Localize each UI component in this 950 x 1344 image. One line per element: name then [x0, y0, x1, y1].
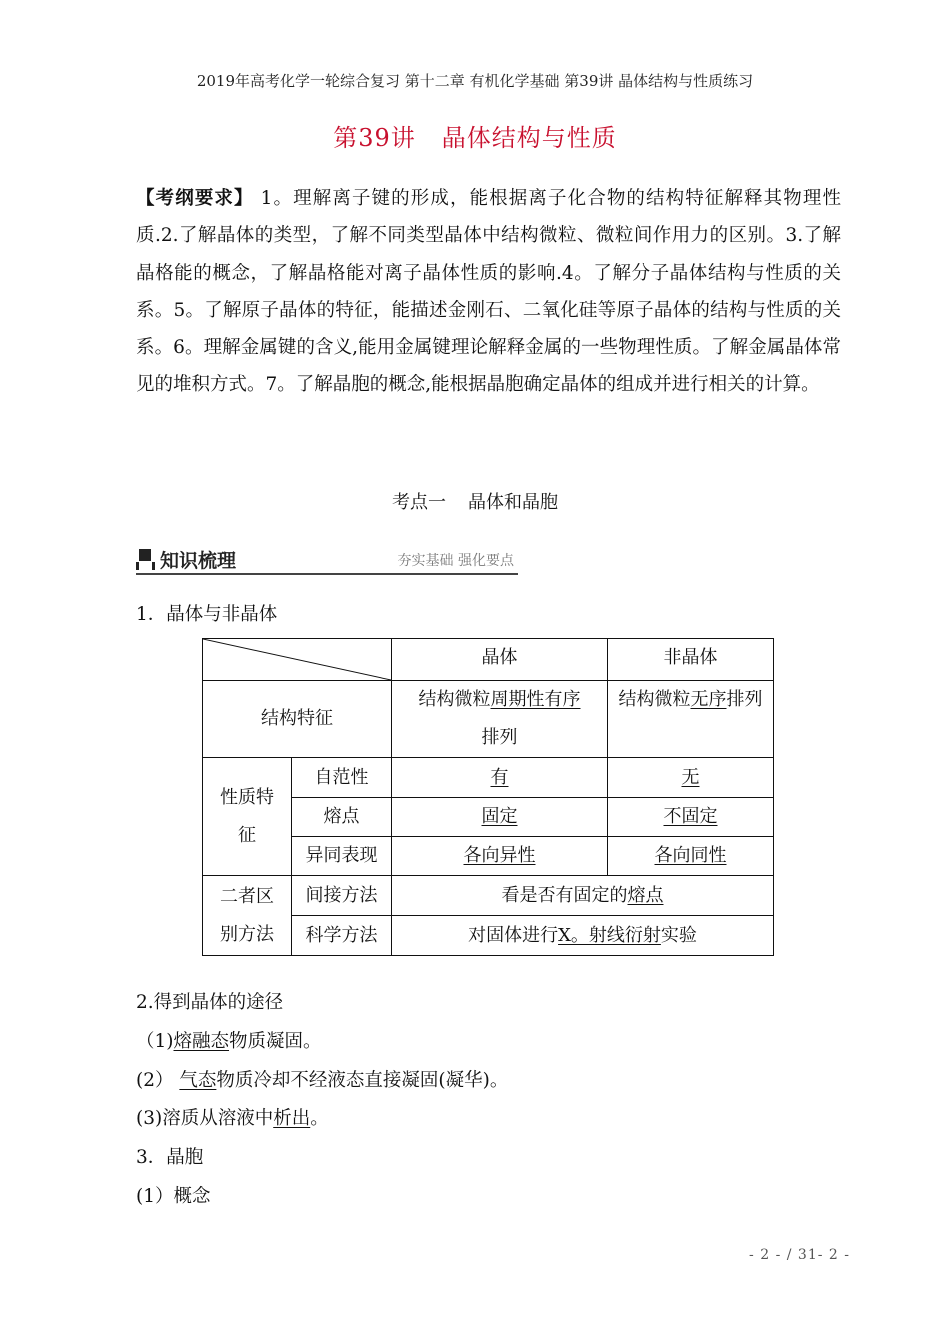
item-prefix: (2）	[136, 1070, 180, 1091]
requirements-text: 1。理解离子键的形成，能根据离子化合物的结构特征解释其物理性质.2.了解晶体的类型，了解不同类型晶体中结构微粒、微粒间作用力的区别。3.了解晶格能的概念，了解晶格能对离子晶体性质的影响.4。了解分子晶体结构与性质的关系。5。了解原子晶体的特征，能描述金刚石、二氧化硅等原子晶体的结构与性质的关系。6。理解金属键的含义,能用金属键理论解释金属的一些物理性质。了解金属晶体常见的堆积方式。7。了解晶胞的概念,能根据晶胞确定晶体的组成并进行相关的计算。	[136, 188, 841, 396]
lecture-title	[0, 118, 950, 153]
item-text: 物质冷却不经液态直接凝固(凝华)。	[216, 1070, 509, 1091]
section-label: 考点一	[392, 492, 446, 513]
section-title	[0, 488, 950, 514]
label-anisotropy: 异同表现	[292, 837, 392, 876]
structure-crystal	[392, 681, 608, 758]
structure-amorphous	[608, 681, 774, 758]
cell-text: 性质特征	[220, 786, 274, 846]
header-amorphous: 非晶体	[608, 639, 774, 681]
knowledge-bar-title: 知识梳理	[160, 550, 237, 572]
exam-requirements	[136, 180, 841, 404]
diagonal-line	[203, 639, 391, 680]
heading-crystal-vs-amorphous: 1．晶体与非晶体	[136, 604, 278, 625]
melting-amorphous	[608, 798, 774, 837]
document-header: 2019年高考化学一轮综合复习 第十二章 有机化学基础 第39讲 晶体结构与性质练习	[196, 72, 754, 90]
header-crystal: 晶体	[392, 639, 608, 681]
heading-crystal-routes: 2.得到晶体的途径	[136, 992, 284, 1013]
diagonal-header-cell	[203, 639, 392, 681]
row-label-distinguish	[203, 876, 292, 956]
knowledge-bar-subtitle: 夯实基础 强化要点	[397, 553, 514, 569]
underlined-answer: 气态	[179, 1070, 217, 1091]
scientific-method	[392, 916, 774, 956]
page-number: - 2 - / 31- 2 -	[749, 1247, 850, 1263]
underlined-answer: 周期性有序	[490, 689, 581, 710]
underlined-answer: 析出	[273, 1108, 311, 1129]
underlined-answer: 各向同性	[654, 845, 727, 866]
cell-text: 结构微粒	[418, 689, 491, 710]
cell-text: 结构微粒	[618, 689, 691, 710]
cell-text: 排列	[726, 689, 763, 710]
underlined-answer: X。射线衍射	[558, 924, 661, 946]
underlined-answer: 有	[490, 766, 509, 788]
item-prefix: （1)	[136, 1031, 174, 1052]
item-text: 。	[310, 1108, 329, 1129]
knowledge-bar	[136, 546, 518, 576]
block-icon	[139, 549, 151, 561]
underlined-answer: 熔融态	[173, 1031, 230, 1052]
cell-text: 对固体进行	[468, 924, 559, 946]
underlined-answer: 各向异性	[463, 845, 536, 866]
underlined-answer: 固定	[481, 806, 518, 827]
underlined-answer: 不固定	[663, 806, 718, 827]
route-item	[136, 1027, 322, 1053]
cell-text: 二者区别方法	[220, 885, 274, 945]
anisotropy-crystal	[392, 837, 608, 876]
anisotropy-amorphous	[608, 837, 774, 876]
requirements-tag: 【考纲要求】	[136, 188, 254, 209]
item-prefix: (3)溶质从溶液中	[136, 1108, 274, 1129]
comparison-table	[202, 638, 774, 956]
cell-text: 实验	[660, 924, 697, 946]
label-melting-point: 熔点	[292, 798, 392, 837]
row-label-structure: 结构特征	[203, 681, 392, 758]
underlined-answer: 熔点	[627, 884, 664, 906]
row-label-properties	[203, 758, 292, 876]
cell-text: 看是否有固定的	[501, 884, 628, 906]
self-shape-crystal	[392, 758, 608, 798]
underlined-answer: 无序	[690, 689, 727, 710]
divider	[136, 573, 518, 575]
label-scientific-method: 科学方法	[292, 916, 392, 956]
melting-crystal	[392, 798, 608, 837]
heading-unit-cell: 3．晶胞	[136, 1147, 204, 1168]
underlined-answer: 无	[681, 766, 700, 788]
block-icon-part	[152, 562, 155, 570]
subheading-concept: (1）概念	[136, 1186, 211, 1207]
route-item	[136, 1104, 329, 1130]
route-item	[136, 1066, 508, 1092]
block-icon-part	[136, 562, 139, 570]
label-indirect-method: 间接方法	[292, 876, 392, 916]
indirect-method	[392, 876, 774, 916]
self-shape-amorphous	[608, 758, 774, 798]
lecture-topic: 晶体结构与性质	[441, 124, 617, 152]
item-text: 物质凝固。	[229, 1031, 322, 1052]
section-name: 晶体和晶胞	[468, 492, 558, 513]
lecture-number: 第39讲	[333, 124, 416, 152]
cell-text: 排列	[481, 727, 518, 748]
label-self-shape: 自范性	[292, 758, 392, 798]
